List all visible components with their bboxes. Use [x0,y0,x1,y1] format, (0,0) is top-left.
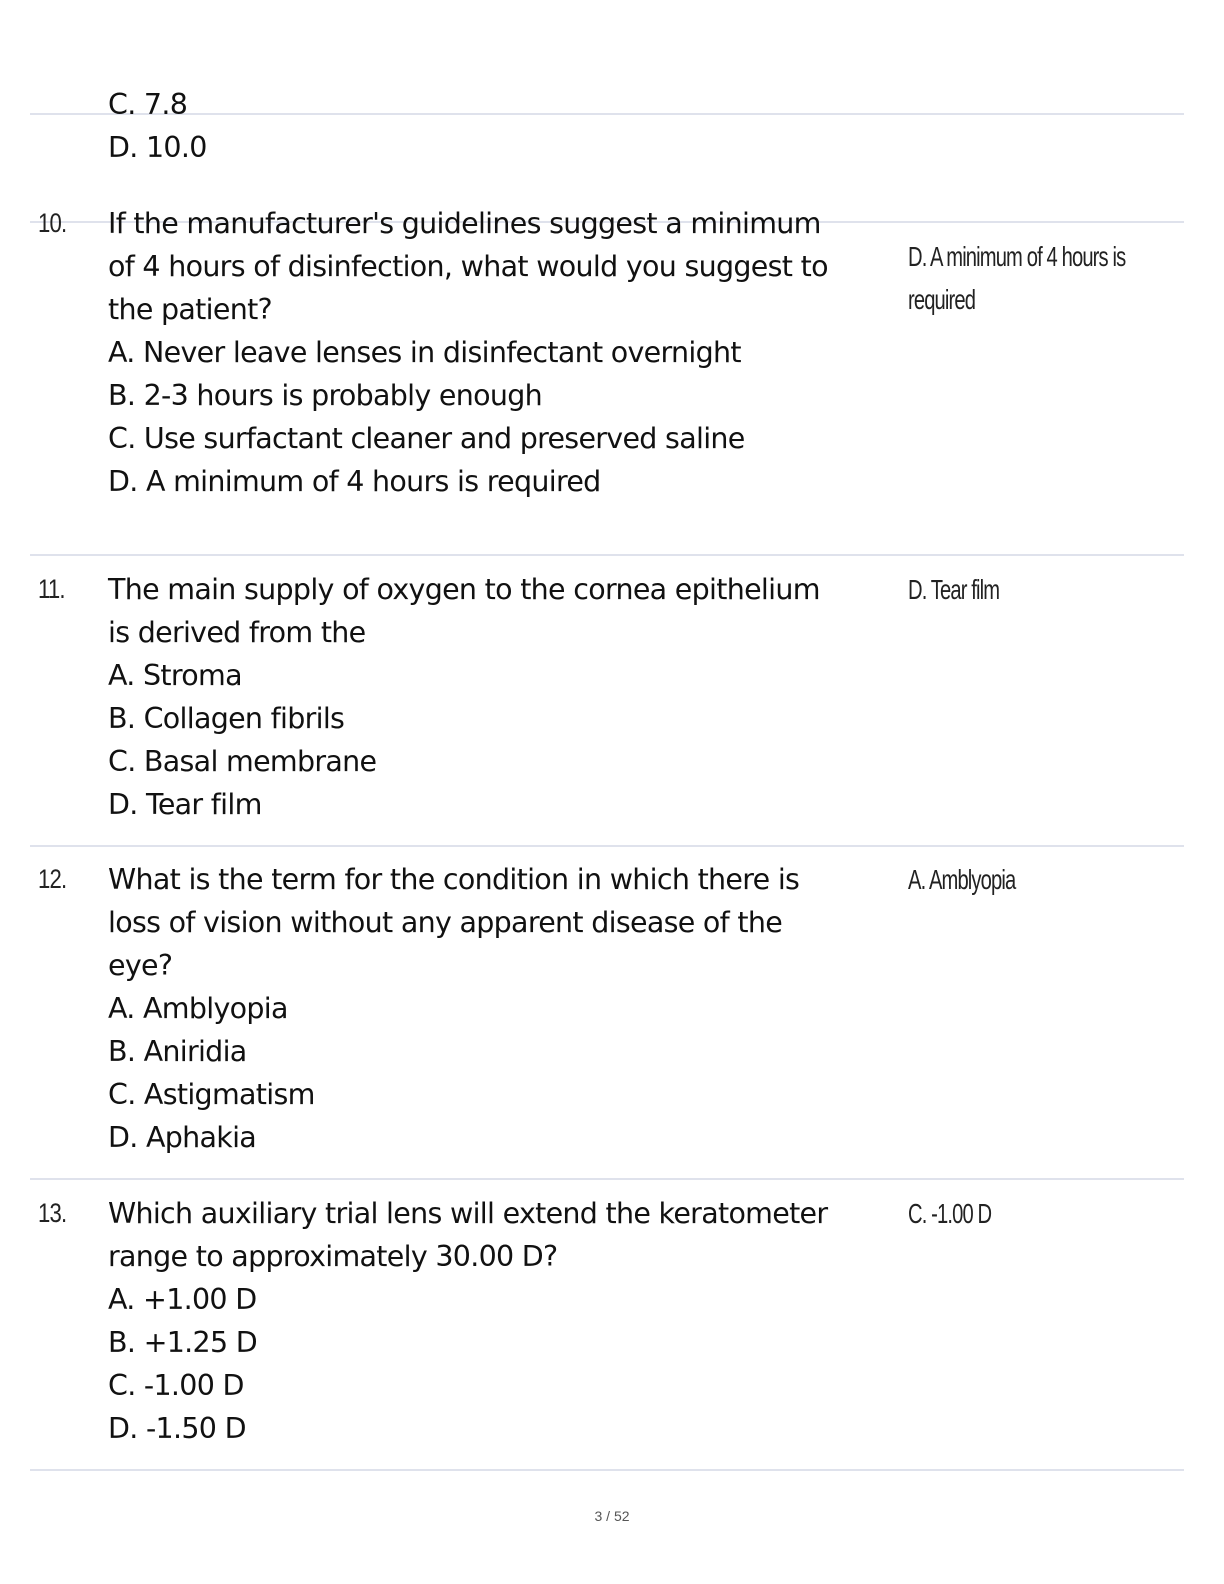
option-line: D. 10.0 [108,131,207,164]
option-line: B. Aniridia [108,1035,247,1068]
question-text: is derived from the [108,616,366,649]
option-line: C. 7.8 [108,88,188,121]
row-divider [30,845,1184,847]
option-line: B. Collagen fibrils [108,702,345,735]
answer-text: D. A minimum of 4 hours is [908,241,1126,272]
row-divider [30,1469,1184,1471]
option-line: C. Basal membrane [108,745,377,778]
question-text: of 4 hours of disinfection, what would you suggest to [108,250,828,283]
option-line: A. Amblyopia [108,992,288,1025]
option-line: A. +1.00 D [108,1283,257,1316]
question-number: 11. [38,574,65,604]
question-text: The main supply of oxygen to the cornea epithelium [108,573,820,606]
question-text: eye? [108,949,173,982]
option-line: D. Tear film [108,788,262,821]
question-number: 13. [38,1198,67,1228]
option-line: C. Use surfactant cleaner and preserved saline [108,422,745,455]
question-text: Which auxiliary trial lens will extend the keratometer [108,1197,828,1230]
row-divider [30,554,1184,556]
answer-text: required [908,284,976,315]
option-line: D. -1.50 D [108,1412,246,1445]
option-line: A. Never leave lenses in disinfectant overnight [108,336,741,369]
answer-text: D. Tear film [908,574,1000,605]
question-text: the patient? [108,293,272,326]
answer-text: C. -1.00 D [908,1198,992,1229]
row-divider [30,1178,1184,1180]
option-line: B. +1.25 D [108,1326,258,1359]
page-number: 3 / 52 [594,1508,630,1524]
row-divider [30,113,1184,115]
question-text: What is the term for the condition in which there is [108,863,800,896]
option-line: C. -1.00 D [108,1369,244,1402]
option-line: A. Stroma [108,659,242,692]
question-number: 12. [38,864,67,894]
option-line: D. A minimum of 4 hours is required [108,465,601,498]
question-text: If the manufacturer's guidelines suggest a minimum [108,207,821,240]
option-line: B. 2-3 hours is probably enough [108,379,542,412]
option-line: C. Astigmatism [108,1078,315,1111]
question-text: range to approximately 30.00 D? [108,1240,558,1273]
question-text: loss of vision without any apparent disease of the [108,906,783,939]
answer-text: A. Amblyopia [908,864,1016,895]
option-line: D. Aphakia [108,1121,257,1154]
question-number: 10. [38,208,67,238]
